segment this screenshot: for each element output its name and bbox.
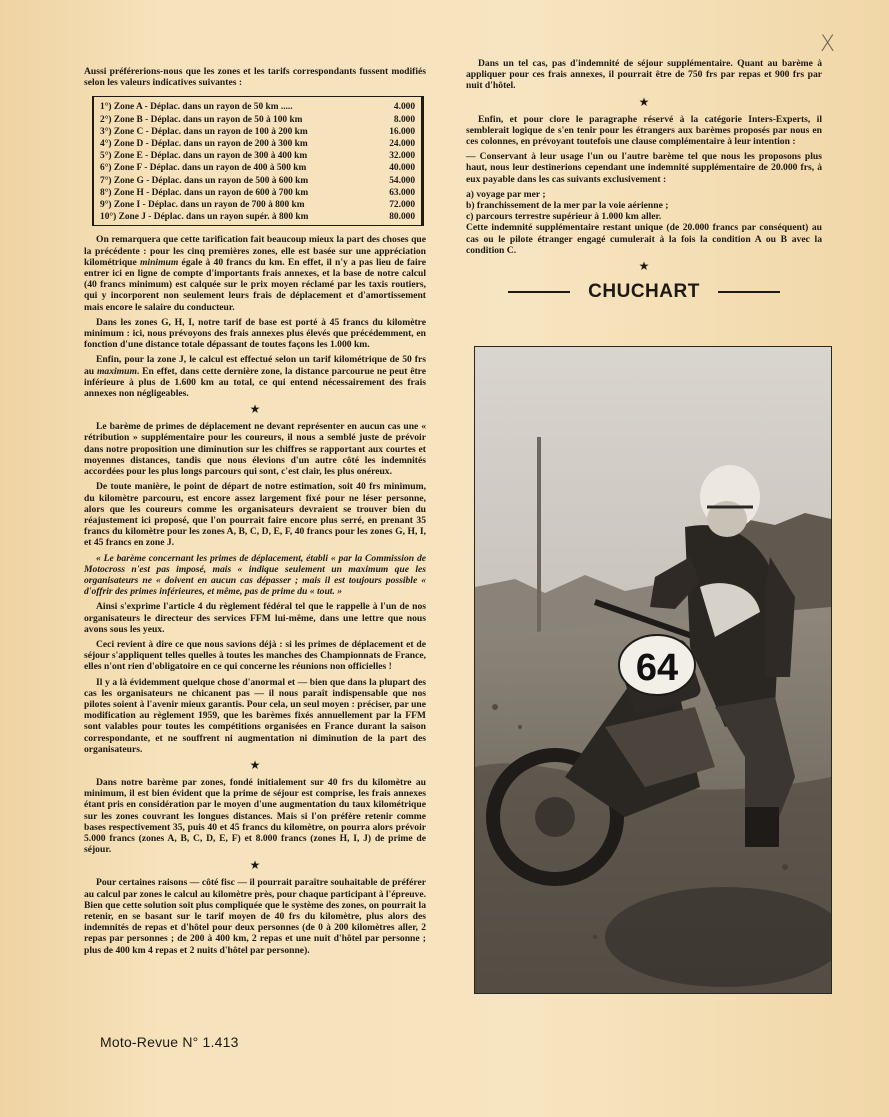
race-number: 64 [635, 647, 679, 689]
zone-row: 6°) Zone F - Déplac. dans un rayon de 400 à 500 km 40.000 [100, 163, 415, 174]
zone-row: 4°) Zone D - Déplac. dans un rayon de 200 à 300 km 24.000 [100, 139, 415, 150]
right-column [466, 58, 822, 311]
zone-row: 10°) Zone J - Déplac. dans un rayon supér. à 800 km 80.000 [100, 212, 415, 223]
photo-illustration [475, 347, 831, 993]
heading-rule-right [718, 291, 780, 293]
star-separator: ★ [638, 259, 650, 274]
conditions-list [466, 189, 822, 223]
left-column [84, 66, 426, 960]
star-separator: ★ [249, 402, 261, 417]
section-title: CHUCHART [588, 281, 700, 303]
zone-row: 7°) Zone G - Déplac. dans un rayon de 500 à 600 km 54.000 [100, 175, 415, 186]
body-paragraph: Dans notre barème par zones, fondé initialement sur 40 frs du kilomètre au minimum, il est bien évident que la prime de séjour est comprise, les frais annexes étant pris en considération par le moyen d'une augmentation du taux kilométrique sur les zones couvrant les longues distances. Mais si l'on préfère retenir comme bases respectivement 35, puis 40 et 45 francs du kilomètre, on pourra alors prévoir 5.000 francs (zones A, B, C, D, E, F) et 8.000 francs (zones H, I, J) de prime de séjour. [84, 776, 426, 856]
star-separator: ★ [249, 757, 261, 772]
body-paragraph: — Conservant à leur usage l'un ou l'autre barème tel que nous les proposons plus haut, nous leur destinerions cependant une indemnité supplémentaire de 20.000 frs, à eux payable dans les cas suivants exclusivement : [466, 151, 822, 185]
body-paragraph: Pour certaines raisons — côté fisc — il pourrait paraître souhaitable de préférer au calcul par zones le calcul au kilomètre près, pour chaque participant à l'épreuve. Bien que cette solution soit plus compliquée que le système des zones, on pourrait la retenir, en se basant sur le tarif moyen de 40 frs du kilomètre, plus alors des indemnités de repas et d'hôtel pour deux personnes (de 0 à 200 kilomètres aller, 2 repas par personnes ; de 200 à 400 km, 2 repas et une nuit d'hôtel par personne ; plus de 400 km 4 repas et 2 nuits d'hôtel par personne). [84, 877, 426, 956]
motocross-rider-photo [474, 346, 832, 994]
pen-mark: X [820, 32, 836, 57]
list-item: c) parcours terrestre supérieur à 1.000 km aller. [466, 211, 662, 223]
body-paragraph: On remarquera que cette tarification fait beaucoup mieux la part des choses que la précédente : pour les cinq premières zones, elle est basée sur une appréciation kilométrique minimum égale à 40 francs du km. En effet, il n'y a pas lieu de faire entrer ici en ligne de compte d'importants frais annexes, et la base de notre calcul (40 francs minimum) est calquée sur le prix moyen réclamé par les taxis routiers, qui y incorporent non seulement leurs frais de déplacement et d'amortissement mais encore le salaire du conducteur. [84, 234, 426, 313]
body-paragraph: Enfin, et pour clore le paragraphe réservé à la catégorie Inters-Experts, il semblerait logique de s'en tenir pour les étrangers aux barèmes proposés par nous en ces colonnes, en prévoyant toutefois une clause complémentaire à leur intention : [466, 113, 822, 148]
star-separator: ★ [638, 94, 650, 109]
zone-row: 8°) Zone H - Déplac. dans un rayon de 600 à 700 km 63.000 [100, 187, 415, 198]
body-paragraph: De toute manière, le point de départ de notre estimation, soit 40 frs minimum, du kilomètre parcouru, est encore assez largement fixé pour ne léser personne, alors que les coureurs comme les organisateurs devraient se trouver bien du réajustement ici proposé, que l'on pourrait faire encore plus serré, en prenant 35 francs du kilomètre pour les zones A, B, C, D, E, F, 40 francs pour les zones G, H, I, et 45 francs en zone J. [84, 481, 426, 549]
body-paragraph: Dans un tel cas, pas d'indemnité de séjour supplémentaire. Quant au barème à appliquer pour ces frais annexes, il pourrait être de 750 frs par repas et 900 frs par nuit d'hôtel. [466, 58, 822, 92]
list-item: a) voyage par mer ; [466, 188, 546, 200]
zone-row: 2°) Zone B - Déplac. dans un rayon de 50 à 100 km 8.000 [100, 114, 415, 125]
body-paragraph: Ainsi s'exprime l'article 4 du règlement fédéral tel que le rappelle à l'un de nos organisateurs le directeur des services FFM lui-même, dans une lettre que nous avons sous les yeux. [84, 601, 426, 635]
body-paragraph: Enfin, pour la zone J, le calcul est effectué selon un tarif kilométrique de 50 frs au maximum. En effet, dans cette dernière zone, la distance parcourue ne peut être inférieure à plus de 1.600 km au total, ce qui entend nécessairement des frais annexes non négligeables. [84, 354, 427, 400]
list-item: b) franchissement de la mer par la voie aérienne ; [466, 200, 669, 212]
heading-rule-left [508, 291, 570, 293]
zone-row: 3°) Zone C - Déplac. dans un rayon de 100 à 200 km 16.000 [100, 126, 415, 137]
star-separator: ★ [249, 858, 261, 873]
rule-quotation: « Le barème concernant les primes de déplacement, établi « par la Commission de Motocross n'est pas imposé, mais « indique seulement un maximum que les organisateurs ne « doivent en aucun cas dépasser ; mais il est toujours possible « d'offrir des primes inférieures, et même, pas de prime du « tout. » [84, 552, 426, 598]
zone-rate-table [92, 96, 424, 226]
section-heading [466, 281, 822, 303]
zone-row: 9°) Zone I - Déplac. dans un rayon de 700 à 800 km 72.000 [100, 200, 415, 211]
body-paragraph: Ceci revient à dire ce que nous savions déjà : si les primes de déplacement et de séjour s'appliquent telles quelles à toutes les manches des Championnats de France, elles n'ont rien d'obligatoire en ce qui concerne les réunions non officielles ! [84, 638, 426, 673]
issue-footer: Moto-Revue N° 1.413 [100, 1034, 239, 1050]
zone-row: 5°) Zone E - Déplac. dans un rayon de 300 à 400 km 32.000 [100, 151, 415, 162]
body-paragraph: Il y a là évidemment quelque chose d'anormal et — bien que dans la plupart des cas les organisateurs ne chicanent pas — il nous paraît indispensable que nos pilotes soient à l'avenir mieux garantis. Pour cela, un seul moyen : préciser, par une modification au règlement 1959, que les barèmes fixés annuellement par la FFM sont valables pour toutes les compétitions organisées en France durant la saison correspondante, et ne souffrent ni augmentation ni diminution de la part des organisateurs. [84, 676, 426, 755]
zone-row: 1°) Zone A - Déplac. dans un rayon de 50 km ..... 4.000 [100, 102, 415, 113]
body-paragraph: Le barème de primes de déplacement ne devant représenter en aucun cas une « rétribution » supplémentaire pour les coureurs, il nous a semblé juste de prévoir dans notre proposition une diminution sur les chiffres se rapportant aux courtes et moyennes distances, tandis que nous élevions d'un autre côté les indemnités accordées pour les plus longs parcours qui sont, c'est clair, les plus onéreux. [84, 421, 426, 478]
intro-paragraph: Aussi préférerions-nous que les zones et les tarifs correspondants fussent modifiés selon les valeurs indicatives suivantes : [84, 66, 426, 89]
body-paragraph: Cette indemnité supplémentaire restant unique (de 20.000 francs par conséquent) au cas ou le pilote étranger engagé cumulerait à la fois la condition A ou B avec la condition C. [466, 222, 822, 256]
body-paragraph: Dans les zones G, H, I, notre tarif de base est porté à 45 francs du kilomètre minimum : ici, nous prévoyons des frais annexes plus élevés que précédemment, en fonction d'une distance totale dépassant de toutes façons les 1.000 km. [84, 316, 426, 351]
